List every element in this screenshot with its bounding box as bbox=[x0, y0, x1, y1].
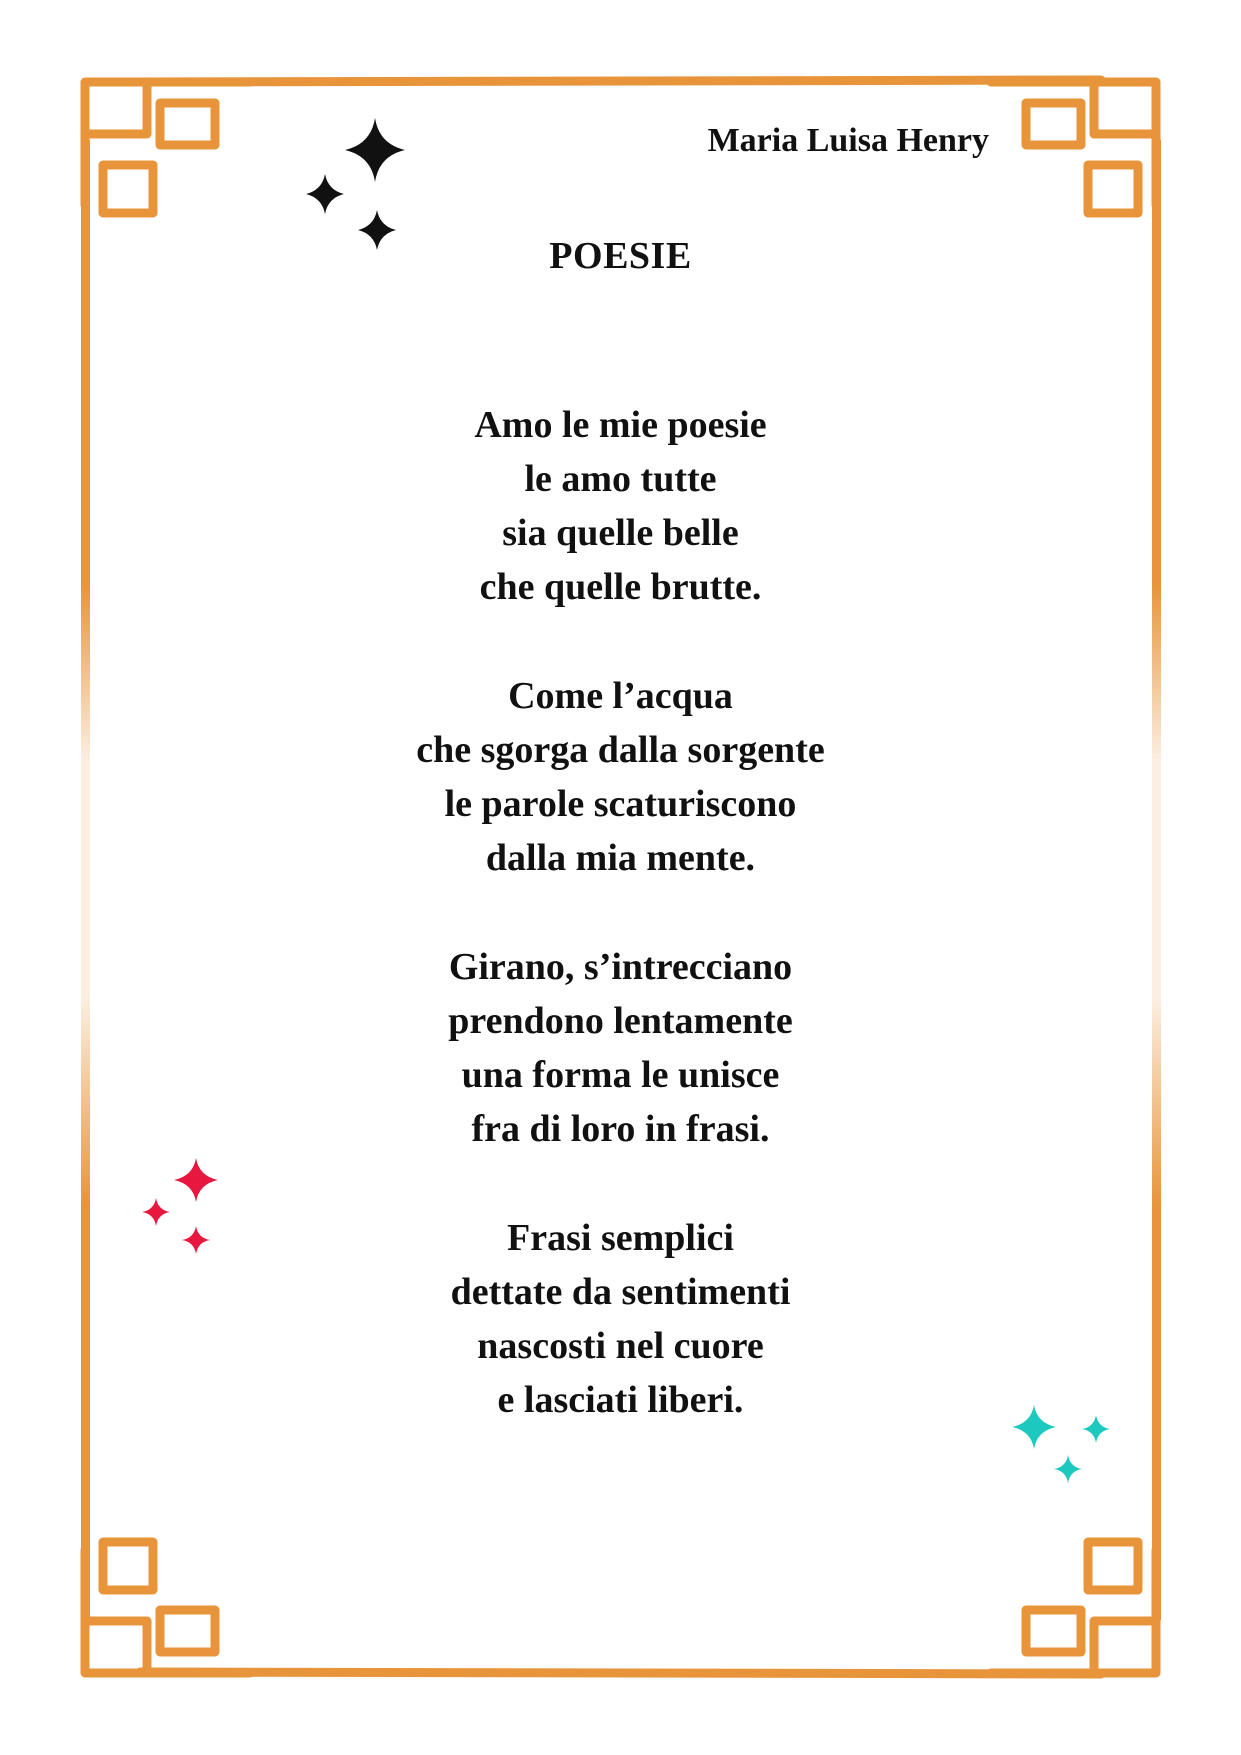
frame-corner-top-right bbox=[991, 82, 1156, 213]
poem-title: POESIE bbox=[549, 235, 692, 277]
poem-line: le parole scaturiscono bbox=[444, 783, 797, 825]
frame-corner-bottom-left bbox=[85, 1542, 250, 1673]
poem-line: e lasciati liberi. bbox=[497, 1379, 744, 1421]
sparkles-top-icon bbox=[300, 118, 410, 253]
poem-line: Amo le mie poesie bbox=[474, 404, 767, 446]
poem-line: fra di loro in frasi. bbox=[471, 1108, 770, 1150]
stanza bbox=[0, 940, 1241, 1156]
poem-line: Girano, s’intrecciano bbox=[448, 946, 793, 988]
frame-corner-bottom-right bbox=[991, 1542, 1156, 1673]
poem-line: che sgorga dalla sorgente bbox=[416, 729, 825, 771]
poem-line: Frasi semplici bbox=[507, 1217, 734, 1259]
frame-top-edge bbox=[140, 80, 1101, 82]
poem-line: una forma le unisce bbox=[461, 1054, 780, 1096]
poem-line: prendono lentamente bbox=[448, 1000, 793, 1042]
author-name: Maria Luisa Henry bbox=[707, 122, 989, 159]
poem-line: che quelle brutte. bbox=[479, 566, 762, 608]
poem-line: dalla mia mente. bbox=[485, 837, 756, 879]
poem-line: nascosti nel cuore bbox=[477, 1325, 764, 1367]
stanza bbox=[0, 398, 1241, 614]
frame-bottom-edge bbox=[140, 1672, 1101, 1674]
poem-line: sia quelle belle bbox=[502, 512, 739, 554]
frame-corner-top-left bbox=[85, 82, 250, 213]
poem-line: le amo tutte bbox=[524, 458, 717, 500]
stanza bbox=[0, 669, 1241, 885]
stanza bbox=[0, 1211, 1241, 1427]
poem-line: dettate da sentimenti bbox=[450, 1271, 791, 1313]
poem-line: Come l’acqua bbox=[508, 675, 733, 717]
poem-body bbox=[0, 398, 1241, 1482]
